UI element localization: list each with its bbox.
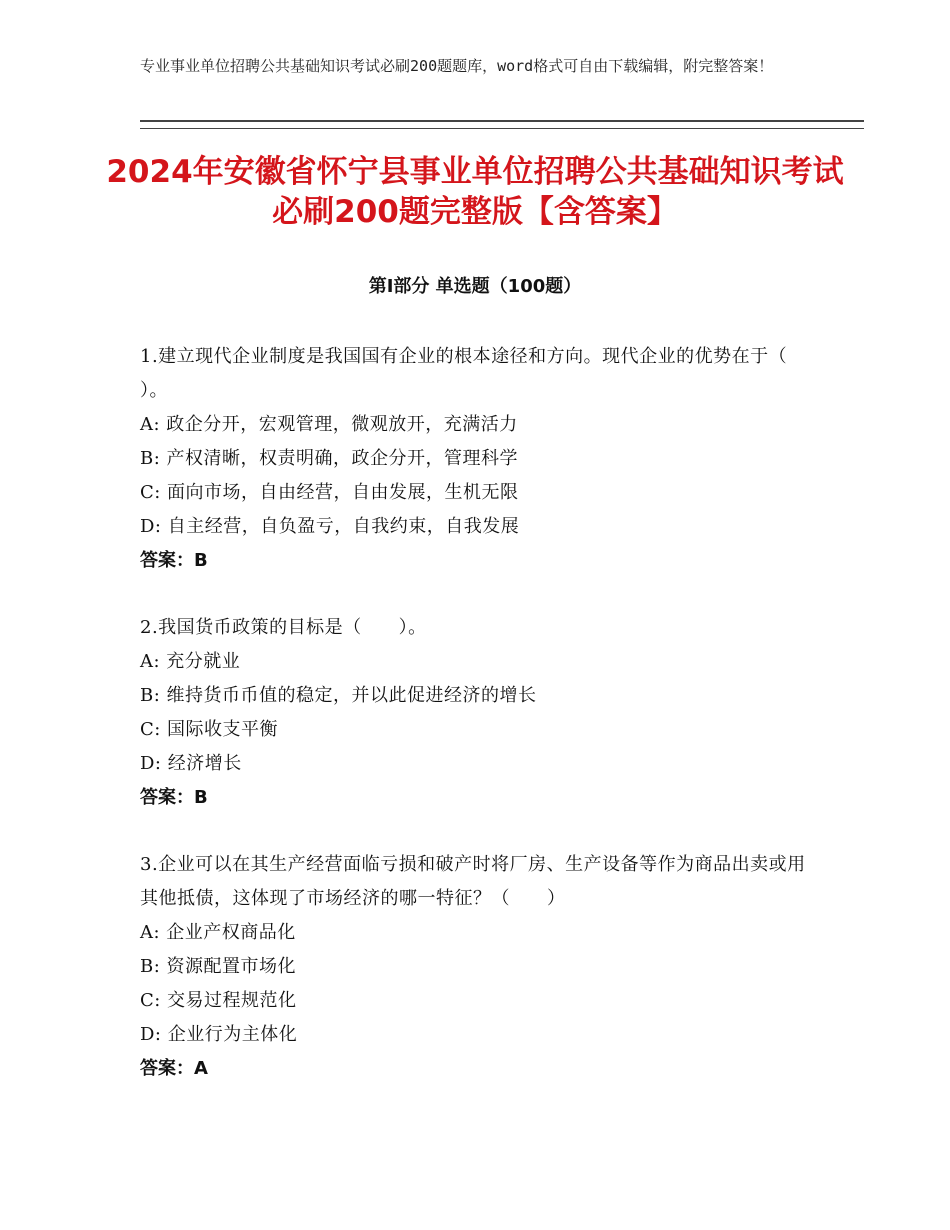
- option-a: A: 政企分开，宏观管理，微观放开，充满活力: [140, 414, 518, 435]
- option-b: B: 资源配置市场化: [140, 956, 297, 977]
- option-a: A: 企业产权商品化: [140, 922, 296, 943]
- header-divider: [140, 120, 864, 129]
- question-item: [140, 340, 820, 578]
- question-stem: 3.企业可以在其生产经营面临亏损和破产时将厂房、生产设备等作为商品出卖或用其他抵债，这体现了市场经济的哪一特征？（ ）: [140, 854, 806, 909]
- question-list: [140, 340, 820, 1119]
- document-title: 2024年安徽省怀宁县事业单位招聘公共基础知识考试必刷200题完整版【含答案】: [106, 154, 844, 230]
- option-d: D: 企业行为主体化: [140, 1024, 298, 1045]
- option-c: C: 国际收支平衡: [140, 719, 279, 740]
- option-c: C: 面向市场，自由经营，自由发展，生机无限: [140, 482, 519, 503]
- option-c: C: 交易过程规范化: [140, 990, 297, 1011]
- question-item: [140, 848, 820, 1086]
- option-d: D: 经济增长: [140, 753, 242, 774]
- answer-line: 答案：A: [140, 1058, 208, 1079]
- section-title: 第Ⅰ部分 单选题（100题）: [368, 276, 582, 297]
- answer-line: 答案：B: [140, 550, 208, 571]
- answer-line: 答案：B: [140, 787, 208, 808]
- question-stem: 2.我国货币政策的目标是（ ）。: [140, 617, 427, 638]
- question-item: [140, 611, 820, 815]
- option-b: B: 产权清晰，权责明确，政企分开，管理科学: [140, 448, 519, 469]
- option-a: A: 充分就业: [140, 651, 241, 672]
- question-stem: 1.建立现代企业制度是我国国有企业的根本途径和方向。现代企业的优势在于（ ）。: [140, 346, 788, 401]
- option-d: D: 自主经营，自负盈亏，自我约束，自我发展: [140, 516, 520, 537]
- option-b: B: 维持货币币值的稳定，并以此促进经济的增长: [140, 685, 537, 706]
- header-note: 专业事业单位招聘公共基础知识考试必刷200题题库，word格式可自由下载编辑，附完整答案！: [140, 57, 774, 75]
